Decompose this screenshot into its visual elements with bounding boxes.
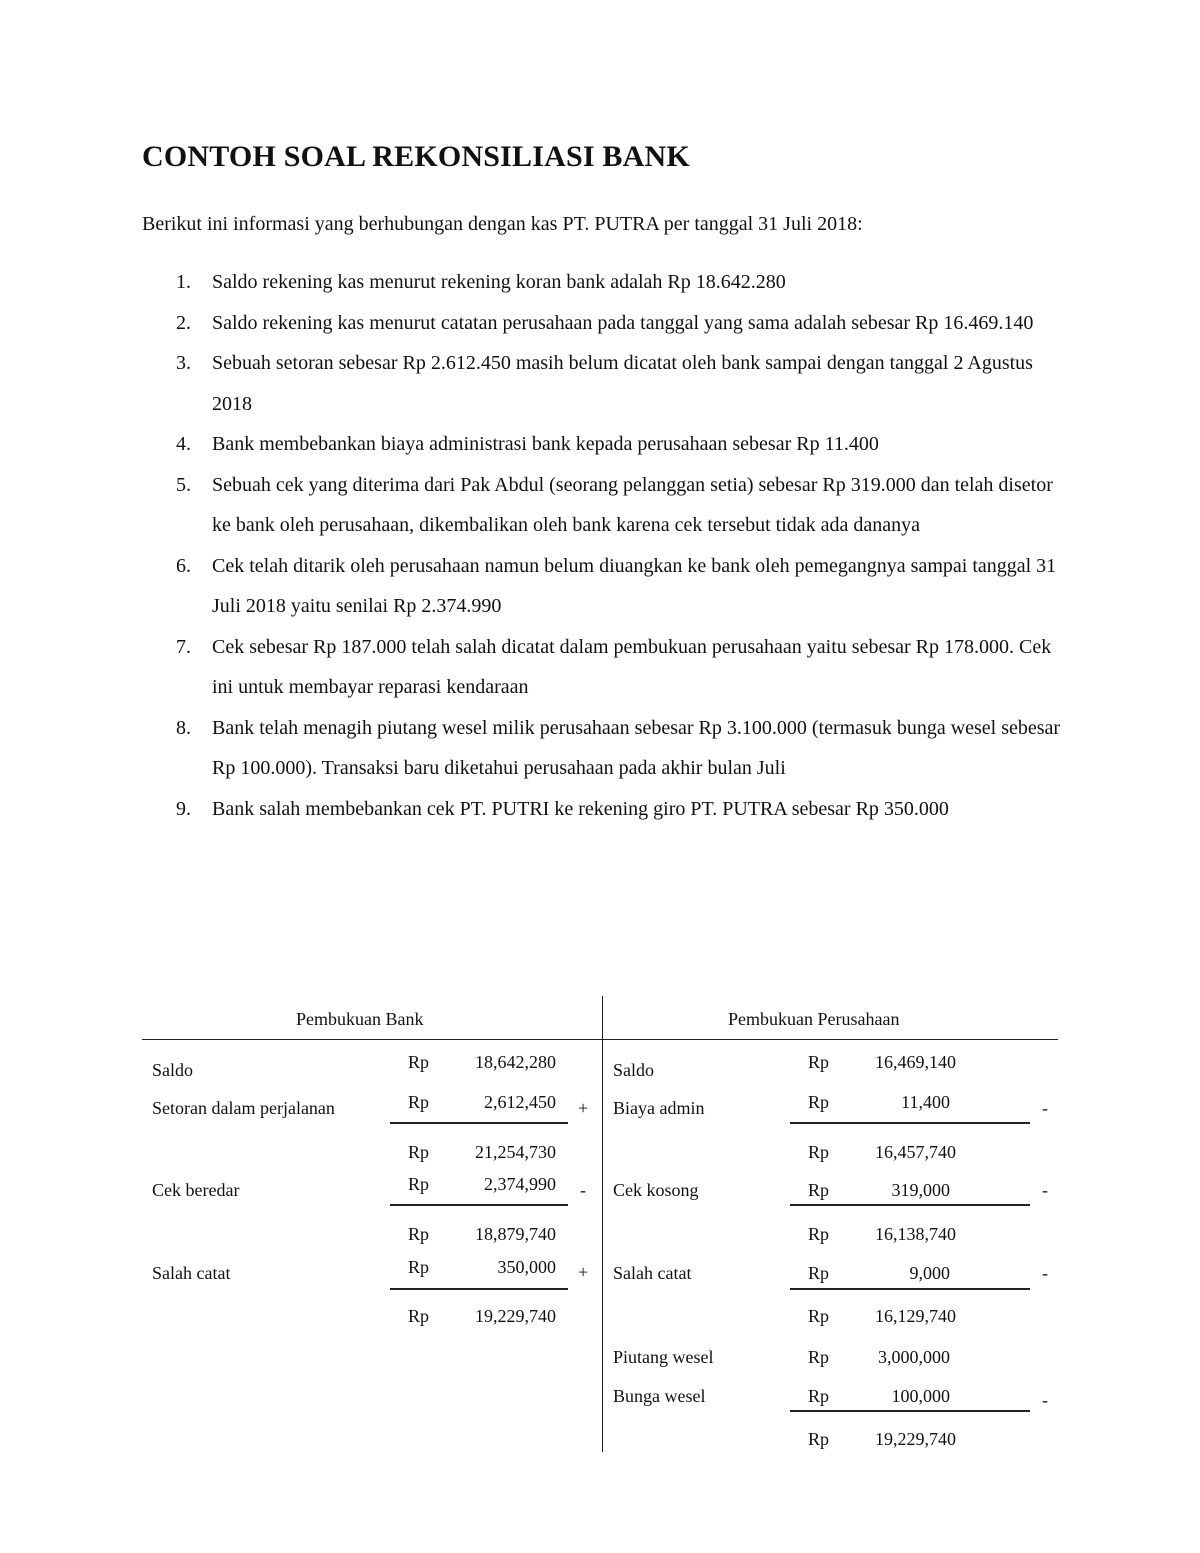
bank-total: 19,229,740 xyxy=(475,1306,556,1326)
company-row-label: Cek kosong xyxy=(613,1180,699,1200)
company-row-amount: 9,000 xyxy=(909,1263,950,1283)
item-number: 2. xyxy=(176,311,191,334)
currency-label: Rp xyxy=(408,1052,430,1072)
company-row-amount: 16,469,140 xyxy=(875,1052,956,1072)
bank-row-amount: 18,642,280 xyxy=(475,1052,556,1072)
item-text: Bank membebankan biaya administrasi bank kepada perusahaan sebesar Rp 11.400 xyxy=(212,433,879,455)
company-row-amount: 11,400 xyxy=(901,1092,950,1112)
currency-label: Rp xyxy=(808,1142,830,1162)
bank-row-amount: 350,000 xyxy=(497,1257,556,1277)
currency-label: Rp xyxy=(808,1092,830,1112)
item-text: Sebuah cek yang diterima dari Pak Abdul (seorang pelanggan setia) sebesar Rp 319.000 dan telah disetor ke bank oleh perusahaan, dikembalikan oleh bank karena cek tersebut tidak ada dananya xyxy=(212,473,1053,536)
item-text: Bank telah menagih piutang wesel milik perusahaan sebesar Rp 3.100.000 (termasuk bunga wesel sebesar Rp 100.000). Transaksi baru diketahui perusahaan pada akhir bulan Juli xyxy=(212,716,1061,779)
company-row-label: Biaya admin xyxy=(613,1098,705,1118)
bank-subtotal: 21,254,730 xyxy=(475,1142,556,1162)
company-subtotal: 16,129,740 xyxy=(875,1306,956,1326)
item-text: Sebuah setoran sebesar Rp 2.612.450 masih belum dicatat oleh bank sampai dengan tanggal 2 Agustus 2018 xyxy=(212,352,1033,415)
total-rule xyxy=(390,1288,568,1290)
total-rule xyxy=(790,1410,1030,1412)
item-number: 4. xyxy=(176,433,191,455)
company-subtotal: 16,457,740 xyxy=(875,1142,956,1162)
company-row-label: Saldo xyxy=(613,1060,655,1080)
item-text: Cek telah ditarik oleh perusahaan namun belum diuangkan ke bank oleh pemegangnya sampai tanggal 31 Juli 2018 yaitu senilai Rp 2.374.990 xyxy=(212,554,1057,617)
currency-label: Rp xyxy=(408,1224,430,1244)
bank-row-label: Setoran dalam perjalanan xyxy=(152,1098,335,1118)
company-column-header: Pembukuan Perusahaan xyxy=(728,1009,900,1029)
bank-row-label: Cek beredar xyxy=(152,1180,240,1200)
item-number: 6. xyxy=(176,554,191,577)
currency-label: Rp xyxy=(808,1386,830,1406)
bank-row-label: Saldo xyxy=(152,1060,194,1080)
bank-subtotal: 18,879,740 xyxy=(475,1224,556,1244)
bank-column-header: Pembukuan Bank xyxy=(296,1009,424,1029)
item-number: 7. xyxy=(176,635,191,658)
header-rule xyxy=(142,1039,1058,1040)
column-divider xyxy=(602,996,603,1452)
bank-row-amount: 2,612,450 xyxy=(484,1092,556,1112)
company-row-label: Salah catat xyxy=(613,1263,692,1283)
company-row-label: Bunga wesel xyxy=(613,1386,706,1406)
subtotal-rule xyxy=(390,1122,568,1124)
operator-sign: - xyxy=(580,1180,586,1200)
item-number: 9. xyxy=(176,797,191,820)
subtotal-rule xyxy=(390,1204,568,1206)
bank-row-amount: 2,374,990 xyxy=(484,1174,556,1194)
company-row-amount: 3,000,000 xyxy=(878,1347,950,1367)
operator-sign: + xyxy=(578,1262,589,1282)
currency-label: Rp xyxy=(408,1092,430,1112)
currency-label: Rp xyxy=(808,1429,830,1449)
item-text: Bank salah membebankan cek PT. PUTRI ke rekening giro PT. PUTRA sebesar Rp 350.000 xyxy=(212,797,949,820)
item-text: Saldo rekening kas menurut catatan perusahaan pada tanggal yang sama adalah sebesar Rp 16.469.140 xyxy=(212,311,1034,334)
item-number: 5. xyxy=(176,473,191,496)
currency-label: Rp xyxy=(408,1257,430,1277)
operator-sign: - xyxy=(1042,1263,1048,1283)
intro-paragraph: Berikut ini informasi yang berhubungan dengan kas PT. PUTRA per tanggal 31 Juli 2018: xyxy=(142,213,863,235)
item-text: Cek sebesar Rp 187.000 telah salah dicatat dalam pembukuan perusahaan yaitu sebesar Rp 178.000. Cek ini untuk membayar reparasi kendaraan xyxy=(212,635,1052,698)
subtotal-rule xyxy=(790,1122,1030,1124)
currency-label: Rp xyxy=(408,1142,430,1162)
item-number: 8. xyxy=(176,716,191,739)
currency-label: Rp xyxy=(408,1306,430,1326)
item-text: Saldo rekening kas menurut rekening koran bank adalah Rp 18.642.280 xyxy=(212,271,786,293)
operator-sign: - xyxy=(1042,1098,1048,1118)
company-total: 19,229,740 xyxy=(875,1429,956,1449)
item-number: 3. xyxy=(176,352,191,374)
company-row-label: Piutang wesel xyxy=(613,1347,714,1367)
operator-sign: - xyxy=(1042,1390,1048,1410)
currency-label: Rp xyxy=(808,1052,830,1072)
currency-label: Rp xyxy=(808,1180,830,1200)
currency-label: Rp xyxy=(808,1347,830,1367)
company-row-amount: 319,000 xyxy=(891,1180,950,1200)
subtotal-rule xyxy=(790,1288,1030,1290)
operator-sign: + xyxy=(578,1098,589,1118)
subtotal-rule xyxy=(790,1204,1030,1206)
company-subtotal: 16,138,740 xyxy=(875,1224,956,1244)
page-title: CONTOH SOAL REKONSILIASI BANK xyxy=(142,140,690,173)
company-row-amount: 100,000 xyxy=(891,1386,950,1406)
currency-label: Rp xyxy=(808,1306,830,1326)
currency-label: Rp xyxy=(808,1263,830,1283)
operator-sign: - xyxy=(1042,1180,1048,1200)
bank-row-label: Salah catat xyxy=(152,1263,231,1283)
currency-label: Rp xyxy=(408,1174,430,1194)
item-number: 1. xyxy=(176,271,191,293)
currency-label: Rp xyxy=(808,1224,830,1244)
